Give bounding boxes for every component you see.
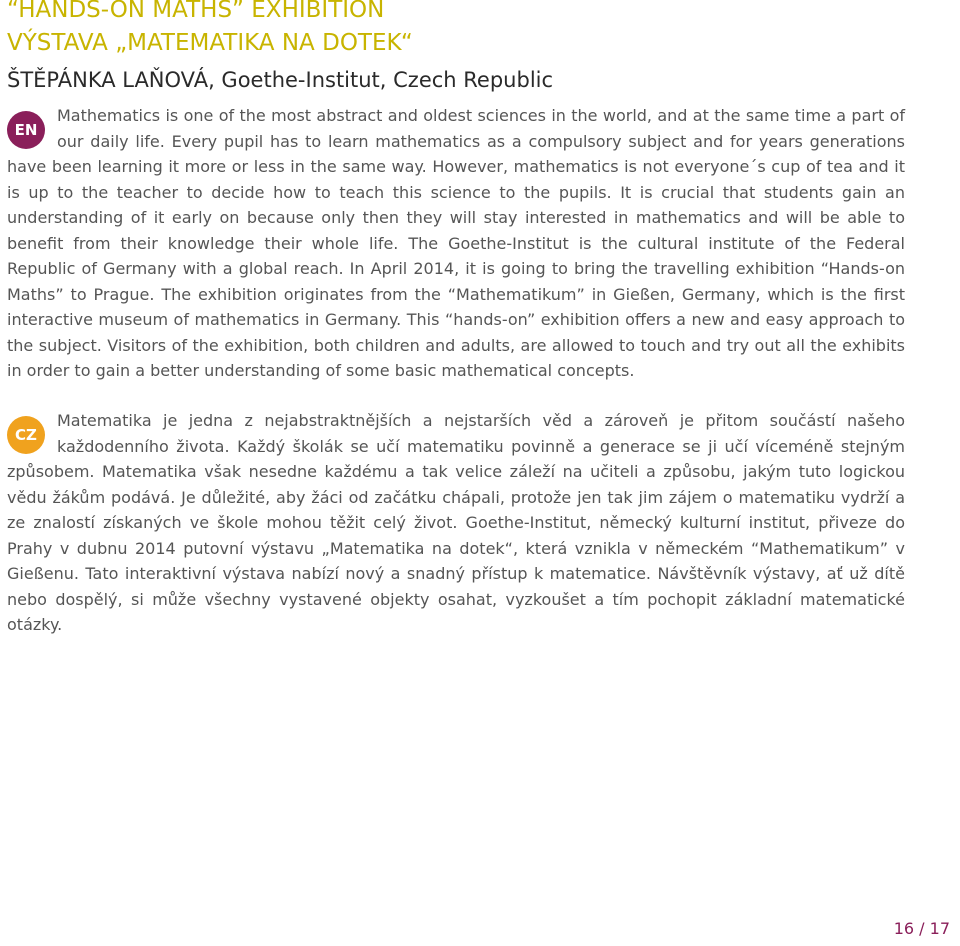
page-number: 16 / 17	[893, 919, 950, 938]
author-line: ŠTĚPÁNKA LAŇOVÁ, Goethe-Institut, Czech Republic	[7, 68, 554, 92]
section-english	[7, 103, 905, 384]
language-badge-en: EN	[7, 111, 45, 149]
language-badge-cz: CZ	[7, 416, 45, 454]
title-english: “HANDS-ON MATHS” EXHIBITION	[7, 0, 385, 23]
section-czech	[7, 408, 905, 638]
paragraph-czech: Matematika je jedna z nejabstraktnějších a nejstarších věd a zároveň je přitom součástí našeho každodenního života. Každý školák se učí matematiku povinně a generace se ji učí víceméně stejným způsobem. Matematika však nesedne každému a tak velice záleží na učiteli a způsobu, jakým tuto logickou vědu žákům podává. Je důležité, aby žáci od začátku chápali, protože jen tak jim zájem o matematiku vydrží a ze znalostí získaných ve škole mohou těžit celý život. Goethe-Institut, německý kulturní institut, přiveze do Prahy v dubnu 2014 putovní výstavu „Matematika na dotek“, která vznikla v německém “Mathematikum” v Gießenu. Tato interaktivní výstava nabízí nový a snadný přístup k matematice. Návštěvník výstavy, ať už dítě nebo dospělý, si může všechny vystavené objekty osahat, vyzkoušet a tím pochopit základní matematické otázky.	[7, 411, 905, 634]
title-czech: VÝSTAVA „MATEMATIKA NA DOTEK“	[7, 30, 413, 56]
paragraph-english: Mathematics is one of the most abstract and oldest sciences in the world, and at the same time a part of our daily life. Every pupil has to learn mathematics as a compulsory subject and for years generations have been learning it more or less in the same way. However, mathematics is not everyone´s cup of tea and it is up to the teacher to decide how to teach this science to the pupils. It is crucial that students gain an understanding of it early on because only then they will stay interested in mathematics and will be able to benefit from their knowledge their whole life. The Goethe-Institut is the cultural institute of the Federal Republic of Germany with a global reach. In April 2014, it is going to bring the travelling exhibition “Hands-on Maths” to Prague. The exhibition originates from the “Mathematikum” in Gießen, Germany, which is the first interactive museum of mathematics in Germany. This “hands-on” exhibition offers a new and easy approach to the subject. Visitors of the exhibition, both children and adults, are allowed to touch and try out all the exhibits in order to gain a better understanding of some basic mathematical concepts.	[7, 106, 905, 380]
